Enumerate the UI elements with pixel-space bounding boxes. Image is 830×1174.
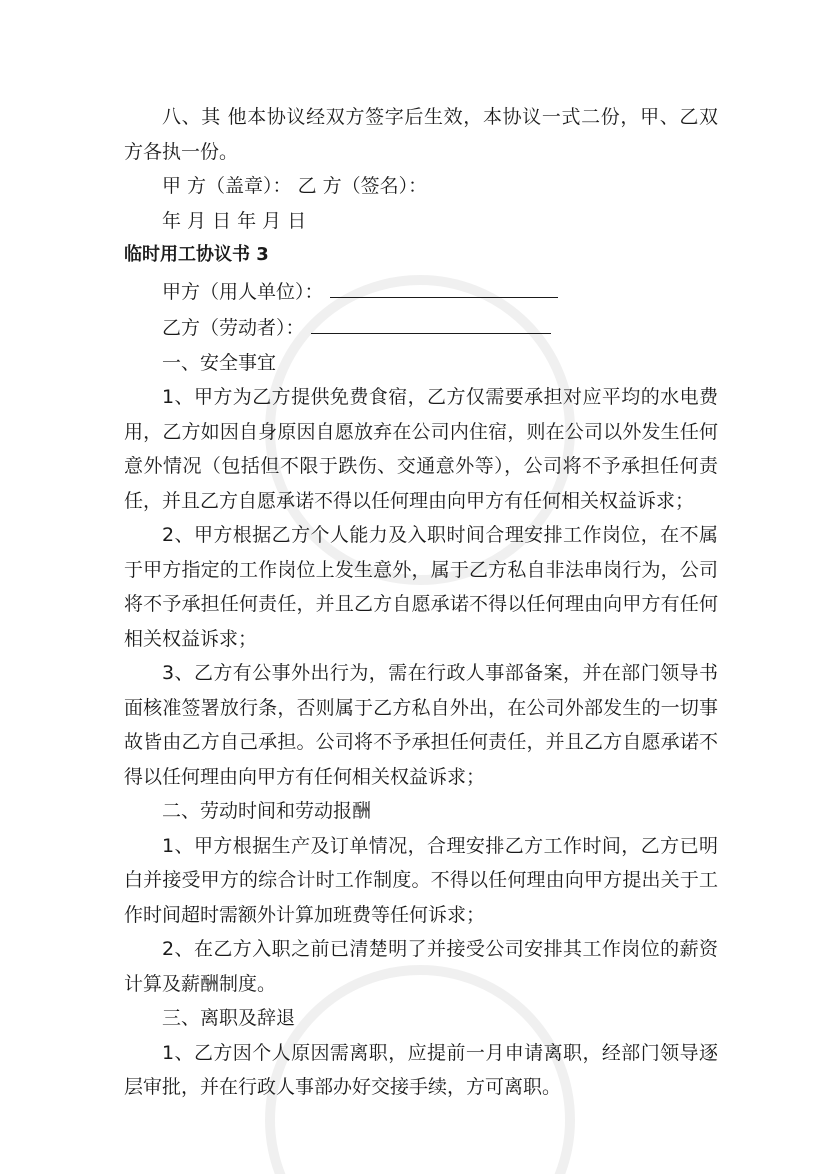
document-body — [124, 100, 718, 1105]
party-b-row — [124, 309, 718, 346]
resign-item-1: 1、乙方因个人原因需离职，应提前一月申请离职，经部门领导逐层审批，并在行政人事部办好交接手续，方可离职。 — [124, 1041, 718, 1098]
heading-resign: 三、离职及辞退 — [162, 1007, 296, 1029]
heading-safety: 一、安全事宜 — [162, 351, 277, 374]
party-a-blank — [330, 273, 558, 298]
labor-item-2: 2、在乙方入职之前已清楚明了并接受公司安排其工作岗位的薪资计算及薪酬制度。 — [124, 938, 718, 995]
party-a-row — [124, 273, 718, 310]
date-line: 年 月 日 年 月 日 — [162, 209, 307, 232]
safety-item-1: 1、甲方为乙方提供免费食宿，乙方仅需要承担对应平均的水电费用，乙方如因自身原因自愿放弃在公司内住宿，则在公司以外发生任何意外情况（包括但不限于跌伤、交通意外等），公司将不予承担任何责任，并且乙方自愿承诺不得以任何理由向甲方有任何相关权益诉求； — [124, 386, 718, 512]
labor-item-1: 1、甲方根据生产及订单情况，合理安排乙方工作时间，乙方已明白并接受甲方的综合计时工作制度。不得以任何理由向甲方提出关于工作时间超时需额外计算加班费等任何诉求； — [124, 834, 718, 926]
party-a-label: 甲方（用人单位）： — [162, 280, 324, 303]
clause-8: 八、其 他本协议经双方签字后生效，本协议一式二份，甲、乙双方各执一份。 — [124, 106, 718, 163]
signature-line: 甲 方（盖章）： 乙 方（签名）： — [162, 175, 428, 197]
section-title: 临时用工协议书 3 — [124, 244, 269, 265]
party-b-label: 乙方（劳动者）： — [162, 317, 305, 339]
safety-item-2: 2、甲方根据乙方个人能力及入职时间合理安排工作岗位，在不属于甲方指定的工作岗位上发生意外，属于乙方私自非法串岗行为，公司将不予承担任何责任，并且乙方自愿承诺不得以任何理由向甲方有任何相关权益诉求； — [124, 524, 718, 650]
party-b-blank — [311, 309, 551, 334]
safety-item-3: 3、乙方有公事外出行为，需在行政人事部备案，并在部门领导书面核准签署放行条，否则属于乙方私自外出，在公司外部发生的一切事故皆由乙方自己承担。公司将不予承担任何责任，并且乙方自愿承诺不得以任何理由向甲方有任何相关权益诉求； — [124, 662, 718, 788]
heading-labor: 二、劳动时间和劳动报酬 — [162, 800, 372, 822]
